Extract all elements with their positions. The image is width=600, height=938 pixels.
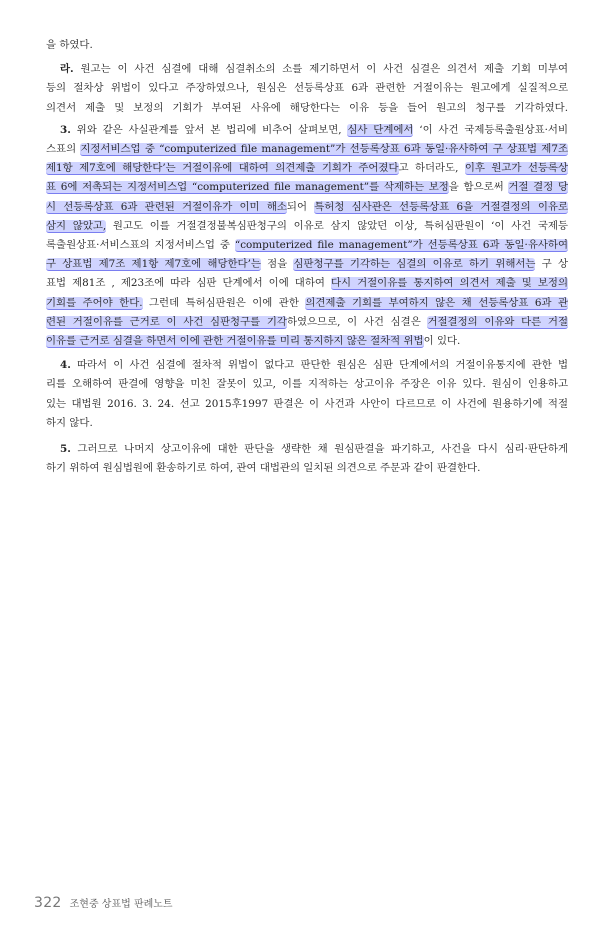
text-line xyxy=(46,79,568,98)
text-segment: 하기 위하여 원심법원에 환송하기로 하여, 관여 대법관의 일치된 의견으로 주문과 같이 판결한다. xyxy=(46,462,481,475)
text-segment: 리를 오해하여 판결에 영향을 미친 잘못이 있고, 이를 지적하는 상고이유 주장은 이유 있다. 원심이 인용하고 xyxy=(46,378,568,391)
highlighted-text: 이후 원고가 선등록상 xyxy=(464,162,568,175)
paragraph xyxy=(46,356,568,433)
text-segment: 그러므로 나머지 상고이유에 대한 판단을 생략한 채 원심판결을 파기하고, 사건을 다시 심리·판단하게 xyxy=(70,443,568,456)
text-line xyxy=(46,217,568,236)
text-line xyxy=(46,294,568,313)
text-segment: 의견서 제출 및 보정의 기회가 부여된 사유에 해당한다는 이유 등을 들어 원고의 청구를 기각하였다. xyxy=(46,101,568,114)
highlighted-text: 거절 결정 당 xyxy=(508,181,568,194)
paragraph xyxy=(46,121,568,351)
text-line xyxy=(46,274,568,293)
highlighted-text: 거절결정의 이유와 다른 거절 xyxy=(427,315,568,328)
text-segment: 표법 제81조 , 제23조에 따라 심판 단계에서 이에 대하여 xyxy=(46,277,331,290)
text-segment: 원고는 이 사건 심결에 대해 심결취소의 소를 제기하면서 이 사건 심결은 의견서 제출 기회 미부여 xyxy=(73,63,568,76)
text-line xyxy=(46,395,568,414)
text-line xyxy=(46,255,568,274)
section-marker: 라. xyxy=(60,63,74,76)
text-line xyxy=(46,313,568,332)
document-body xyxy=(46,36,568,485)
highlighted-text: 심판청구를 기각하는 심결의 이유로 하기 위해서는 xyxy=(293,258,536,271)
section-marker: 4. xyxy=(60,359,71,372)
text-segment: 구 상 xyxy=(535,258,568,271)
paragraph xyxy=(46,60,568,118)
text-segment: 하지 않다. xyxy=(46,416,93,429)
highlighted-text: 심사 단계에서 xyxy=(347,123,414,136)
highlighted-text: “computerized file management”가 선등록상표 6과 동일·유사하여 xyxy=(234,239,568,252)
text-line xyxy=(46,198,568,217)
text-segment: 이 있다. xyxy=(423,335,461,348)
text-line xyxy=(46,459,568,478)
text-segment: 따라서 이 사건 심결에 절차적 위법이 없다고 판단한 원심은 심판 단계에서의 거절이유통지에 관한 법 xyxy=(70,359,568,372)
page-number: 322 xyxy=(34,895,62,911)
paragraph xyxy=(46,36,568,55)
text-line xyxy=(46,375,568,394)
paragraph xyxy=(46,440,568,478)
text-segment: ‘이 사건 국제등록출원상표·서비 xyxy=(413,123,568,136)
highlighted-text: 표 6에 저촉되는 지정서비스업 “computerized file management”를 삭제하는 보정 xyxy=(46,181,449,194)
highlighted-text: 제1항 제7호에 해당한다’는 거절이유에 대하여 의견제출 기회가 주어졌다 xyxy=(46,162,399,175)
highlighted-text: 구 상표법 제7조 제1항 제7호에 해당한다’는 xyxy=(46,258,261,271)
highlighted-text: 시 선등록상표 6과 관련된 거절이유가 이미 해소 xyxy=(46,200,287,213)
text-segment: 원고도 이를 거절결정불복심판청구의 이유로 삼지 않았던 이상, 특허심판원이 ‘이 사건 국제등 xyxy=(106,219,568,232)
text-segment: 고 하더라도, xyxy=(398,162,465,175)
text-segment: 위와 같은 사실관계를 앞서 본 법리에 비추어 살펴보면, xyxy=(70,123,348,136)
book-title: 조현중 상표법 판례노트 xyxy=(69,899,173,910)
section-marker: 3. xyxy=(60,123,71,136)
text-segment: 을 함으로써 xyxy=(448,181,509,194)
highlighted-text: 삼지 않았고, xyxy=(46,219,107,232)
text-line xyxy=(46,178,568,197)
text-segment: 그런데 특허심판원은 이에 관한 xyxy=(142,296,306,309)
text-line xyxy=(46,99,568,118)
highlighted-text: 기회를 주어야 한다. xyxy=(46,296,143,309)
text-segment: 등의 절차상 위법이 있다고 주장하였으나, 원심은 선등록상표 6과 관련한 거절이유는 원고에게 실질적으로 xyxy=(46,82,568,95)
text-segment: 하였으므로, 이 사건 심결은 xyxy=(286,315,428,328)
page-footer xyxy=(34,895,173,911)
highlighted-text: 지정서비스업 중 “computerized file management”가 선등록상표 6과 동일·유사하여 구 상표법 제7조 xyxy=(80,143,568,156)
text-segment: 록출원상표·서비스표의 지정서비스업 중 xyxy=(46,239,235,252)
text-line xyxy=(46,140,568,159)
text-segment: 되어 xyxy=(286,200,315,213)
text-line xyxy=(46,440,568,459)
text-segment: 스표의 xyxy=(46,143,81,156)
highlighted-text: 련된 거절이유를 근거로 이 사건 심판청구를 기각 xyxy=(46,315,287,328)
text-line xyxy=(46,356,568,375)
text-segment: 점을 xyxy=(260,258,294,271)
text-segment: 을 하였다. xyxy=(46,39,93,51)
text-line xyxy=(46,236,568,255)
text-line xyxy=(46,60,568,79)
highlighted-text: 이유를 근거로 심결을 하면서 이에 관한 거절이유를 미리 통지하지 않은 절차적 위법 xyxy=(46,335,424,348)
text-segment: 있는 대법원 2016. 3. 24. 선고 2015후1997 판결은 이 사건과 사안이 다르므로 이 사건에 원용하기에 적절 xyxy=(46,397,568,410)
text-line xyxy=(46,414,568,433)
highlighted-text: 다시 거절이유를 통지하여 의견서 제출 및 보정의 xyxy=(330,277,568,290)
text-line xyxy=(46,332,568,351)
text-line xyxy=(46,36,568,55)
section-marker: 5. xyxy=(60,443,71,456)
text-line xyxy=(46,159,568,178)
text-line xyxy=(46,121,568,140)
highlighted-text: 특허청 심사관은 선등록상표 6을 거절결정의 이유로 xyxy=(314,200,568,213)
highlighted-text: 의견제출 기회를 부여하지 않은 채 선등록상표 6과 관 xyxy=(305,296,568,309)
